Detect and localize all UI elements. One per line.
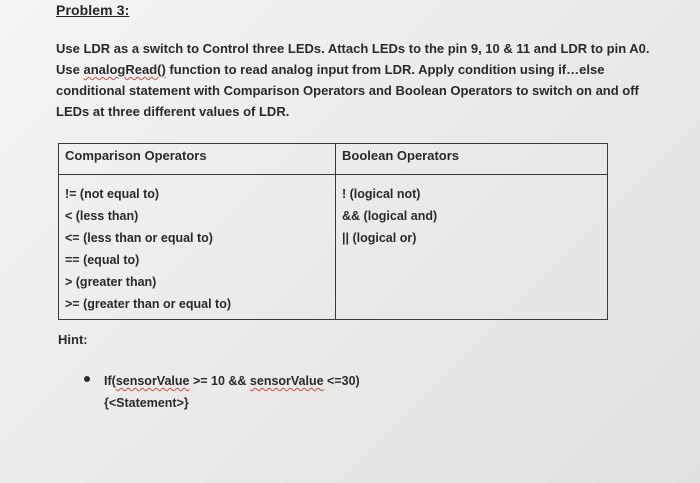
sensor-value-variable: sensorValue [115, 374, 190, 388]
comparison-operator-item: != (not equal to) [65, 187, 160, 201]
sensor-value-variable: sensorValue [249, 374, 324, 388]
boolean-operator-item: || (logical or) [342, 231, 417, 245]
hint-code [104, 370, 360, 414]
boolean-operator-item: ! (logical not) [342, 187, 421, 201]
header-boolean-operators: Boolean Operators [336, 144, 608, 175]
comparison-operator-item: <= (less than or equal to) [65, 231, 213, 245]
bullet-icon [84, 376, 90, 382]
list-item [86, 370, 360, 414]
problem-text-part-1: Use LDR as a switch to Control three LEDs. Attach LEDs to the pin 9, 10 & 11 and LDR to pin A0. Use [56, 41, 650, 77]
boolean-operator-item: && (logical and) [342, 209, 438, 223]
table-row [59, 175, 608, 320]
analogread-function-name: analogRead() [83, 62, 166, 77]
boolean-operators-cell [336, 175, 608, 320]
comparison-operators-cell [59, 175, 336, 320]
hint-code-line-2: {<Statement>} [104, 396, 189, 410]
problem-title: Problem 3: [56, 2, 130, 18]
comparison-operator-item: < (less than) [65, 209, 139, 223]
hint-label: Hint: [58, 332, 88, 347]
code-fragment: If( [104, 374, 116, 388]
comparison-operator-item: >= (greater than or equal to) [65, 297, 232, 311]
header-comparison-operators: Comparison Operators [59, 144, 336, 175]
comparison-operator-item: == (equal to) [65, 253, 140, 267]
table-header-row [59, 144, 608, 175]
hint-list [86, 370, 360, 414]
problem-text-part-2: function to read analog input from LDR. Apply condition using if…else conditional statement with Comparison Operators and Boolean Operators to switch on and off LEDs at three different values of LDR. [56, 62, 639, 119]
operators-table [58, 143, 608, 320]
code-fragment: <=30) [323, 374, 360, 388]
hint-code-line-1 [104, 370, 360, 392]
code-fragment: >= 10 && [189, 374, 250, 388]
comparison-operator-item: > (greater than) [65, 275, 157, 289]
problem-description [56, 38, 656, 122]
